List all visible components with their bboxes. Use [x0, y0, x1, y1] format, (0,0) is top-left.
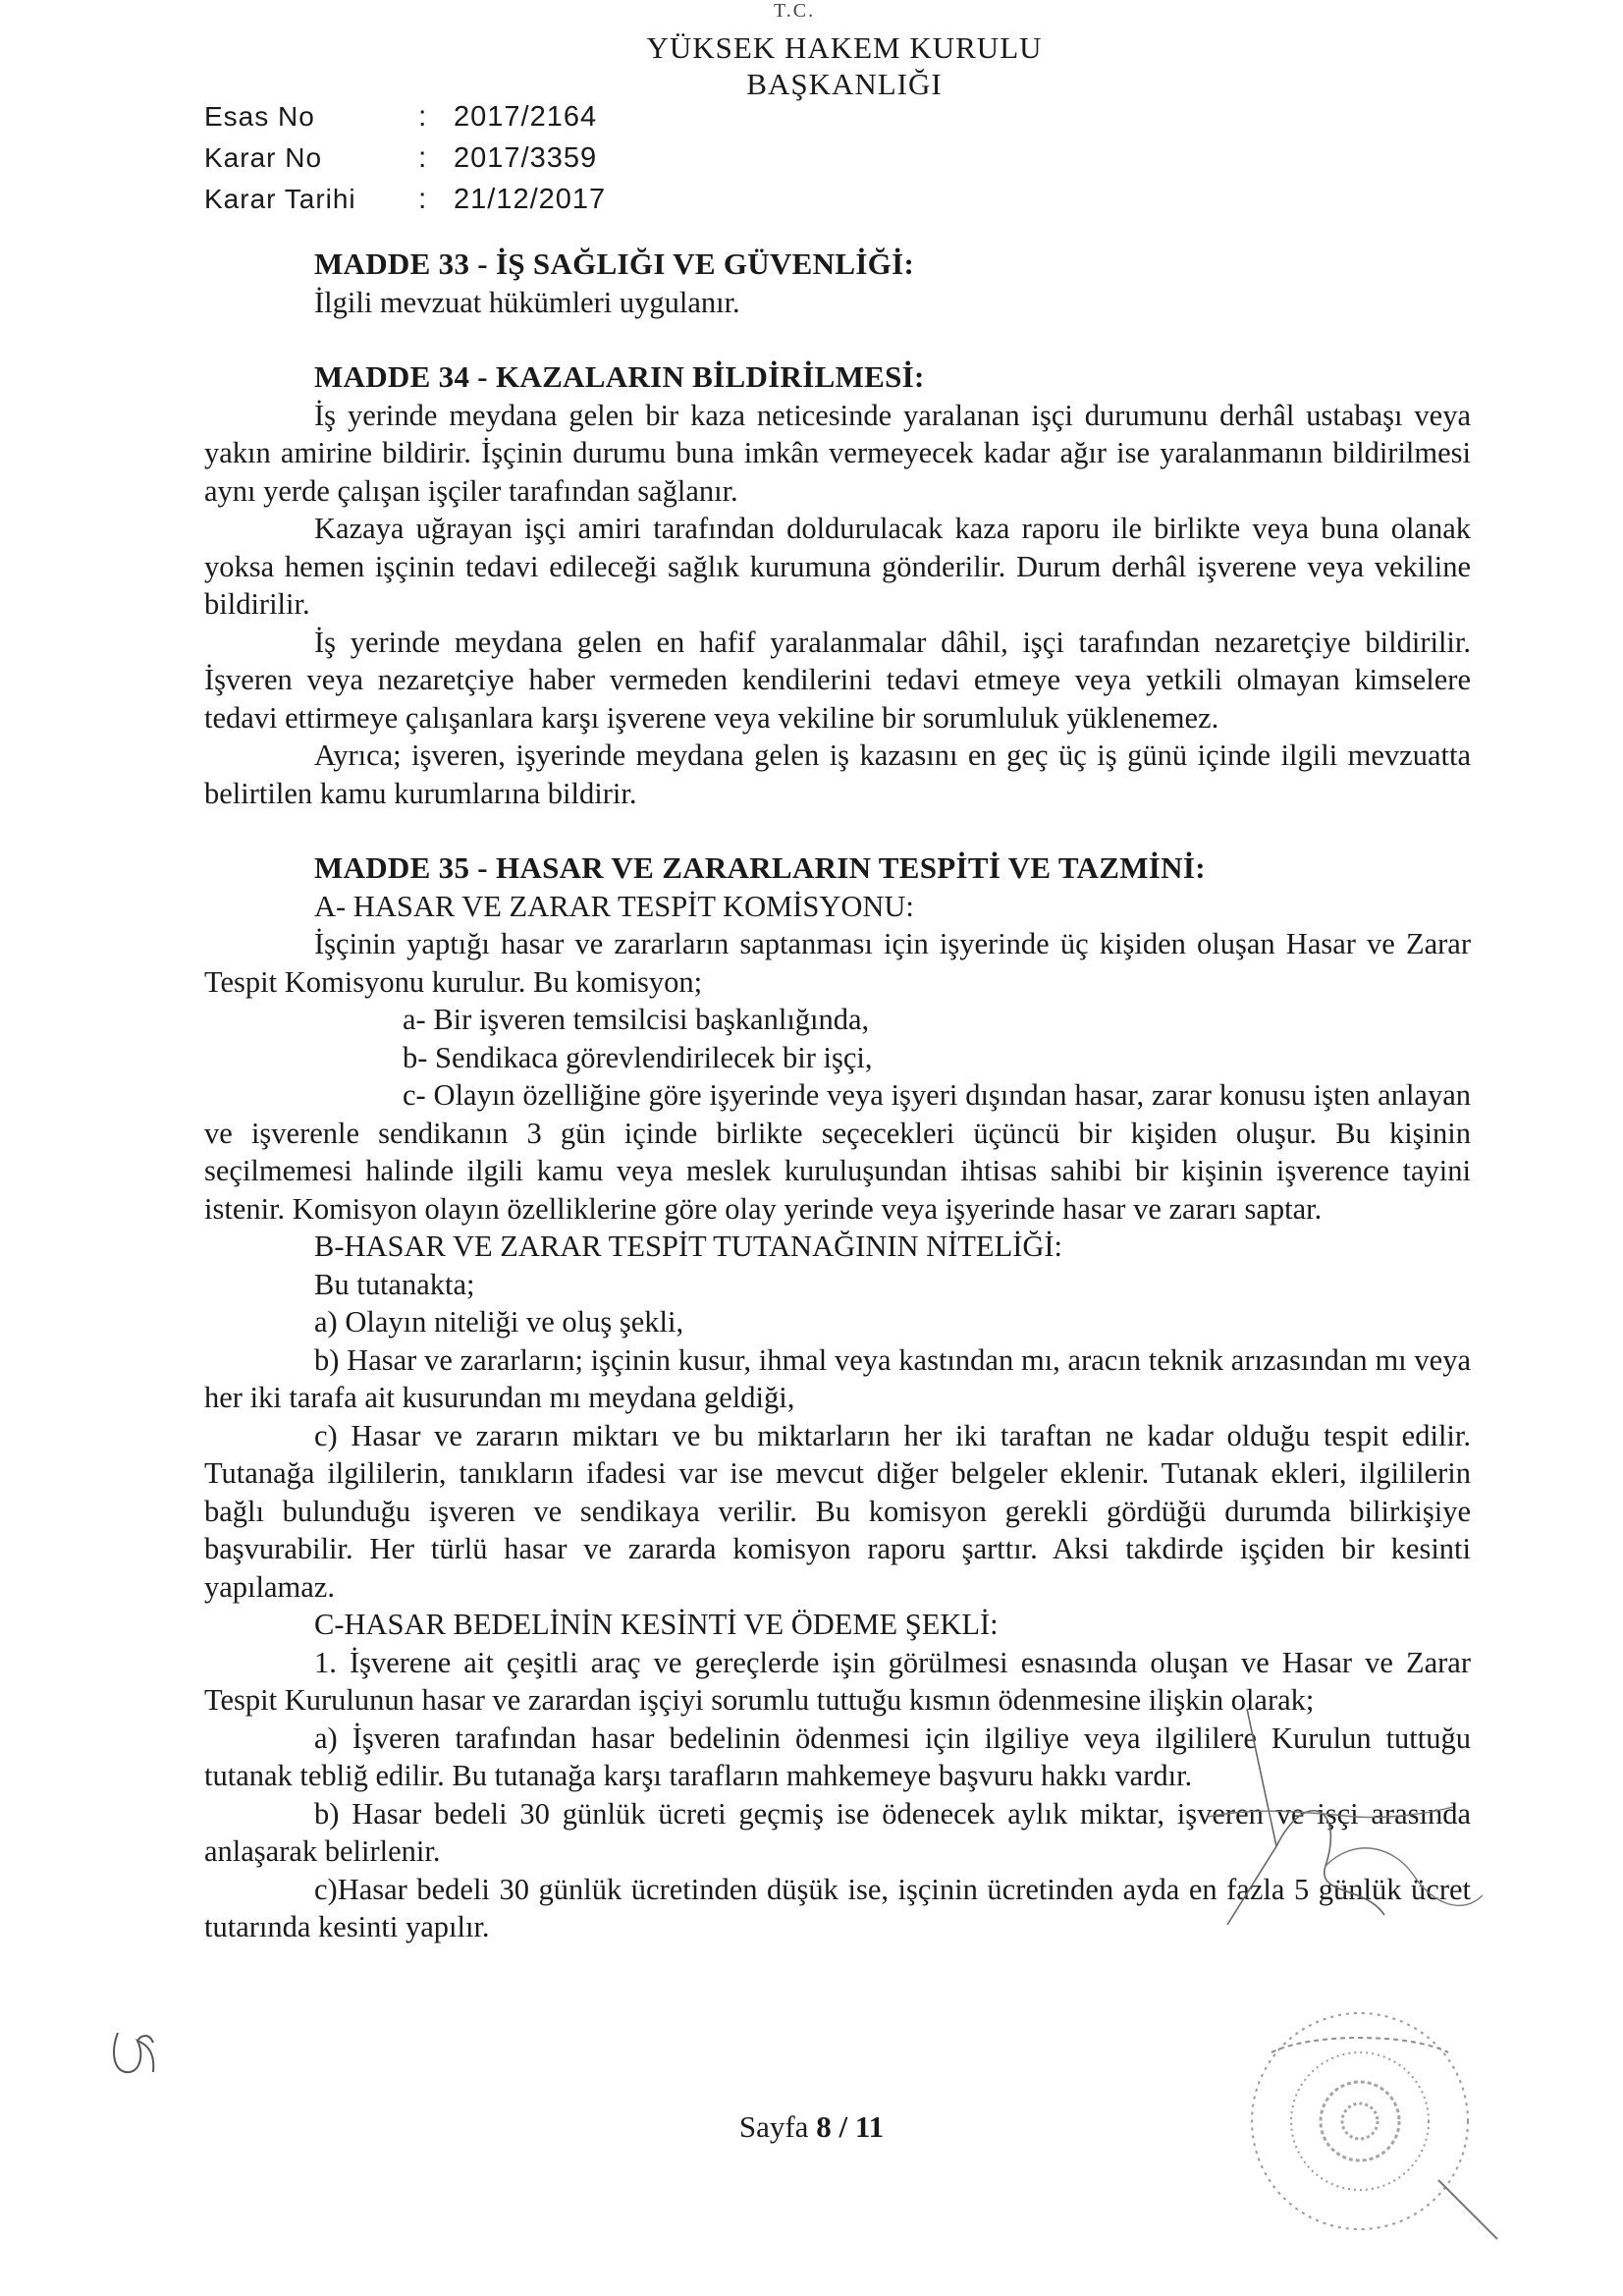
handwritten-signature-mark: [1188, 1689, 1502, 1984]
section-c-title: C-HASAR BEDELİNİN KESİNTİ VE ÖDEME ŞEKLİ:: [314, 1608, 999, 1641]
section-b-item: b) Hasar ve zararların; işçinin kusur, ihmal veya kastından mı, aracın teknik arızasından mı veya her iki tarafa ait kusurundan mı meydana geldiği,: [204, 1342, 1471, 1414]
meta-value: 21/12/2017: [454, 184, 607, 215]
section-b-item: a) Olayın niteliği ve oluş şekli,: [314, 1305, 684, 1339]
meta-label: Karar Tarihi: [204, 184, 356, 214]
page-number-total: 11: [854, 2109, 885, 2144]
meta-row-esas: [204, 96, 606, 137]
madde33-heading: MADDE 33 - İŞ SAĞLIĞI VE GÜVENLİĞİ:: [314, 246, 915, 281]
meta-value: 2017/2164: [454, 101, 598, 133]
page-number-current: 8: [816, 2109, 832, 2144]
meta-row-tarih: [204, 179, 606, 220]
meta-label: Karar No: [204, 142, 323, 173]
section-a-paragraph: İşçinin yaptığı hasar ve zararların saptanması için işyerinde üç kişiden oluşan Hasar ve Zarar Tespit Komisyonu kurulur. Bu komisyon;: [204, 927, 1471, 999]
section-b-title: B-HASAR VE ZARAR TESPİT TUTANAĞININ NİTELİĞİ:: [314, 1230, 1063, 1263]
section-c-paragraph: 1. İşverene ait çeşitli araç ve gereçlerde işin görülmesi esnasında oluşan ve Hasar ve Zarar Tespit Kurulunun hasar ve zarardan işçiyi sorumlu tuttuğu kısmın ödenmesine ilişkin olarak;: [204, 1645, 1471, 1717]
org-name-line2: BAŞKANLIĞI: [746, 67, 943, 101]
header-organization: [638, 29, 1051, 102]
page-number-prefix: Sayfa: [738, 2109, 817, 2144]
meta-colon: :: [418, 100, 427, 133]
madde34-paragraph: İş yerinde meydana gelen en hafif yaralanmalar dâhil, işçi tarafından nezaretçiye bildirilir. İşveren veya nezaretçiye haber vermeden kendilerini tedavi etmeye veya yetkili olmayan kimselere tedavi ettirmeye çalışanlara karşı işverene veya vekiline bir sorumluluk yüklenemez.: [204, 625, 1471, 735]
page-number-separator: /: [831, 2109, 855, 2144]
handwritten-initials-mark: [108, 2023, 187, 2082]
header-top-fragment: T.C.: [774, 0, 816, 22]
case-metadata: [204, 96, 606, 220]
section-c-item: a) İşveren tarafından hasar bedelinin ödenmesi için ilgiliye veya ilgililere Kurulun tuttuğu tutanak tebliğ edilir. Bu tutanağa karşı tarafların mahkemeye başvuru hakkı vardır.: [204, 1721, 1471, 1792]
section-a-title: A- HASAR VE ZARAR TESPİT KOMİSYONU:: [314, 889, 914, 923]
section-c-item: b) Hasar bedeli 30 günlük ücreti geçmiş ise ödenecek aylık miktar, işveren ve işçi arasında anlaşarak belirlenir.: [204, 1796, 1471, 1868]
meta-colon: :: [418, 183, 427, 215]
section-a-item: b- Sendikaca görevlendirilecek bir işçi,: [403, 1040, 873, 1074]
org-name-line1: YÜKSEK HAKEM KURULU: [646, 30, 1043, 65]
page-number: [0, 2109, 1623, 2145]
meta-row-karar: [204, 137, 606, 179]
section-a-item: a- Bir işveren temsilcisi başkanlığında,: [403, 1003, 870, 1036]
madde33-text: İlgili mevzuat hükümleri uygulanır.: [314, 285, 740, 319]
madde34-heading: MADDE 34 - KAZALARIN BİLDİRİLMESİ:: [314, 359, 925, 394]
madde34-paragraph: İş yerinde meydana gelen bir kaza neticesinde yaralanan işçi durumunu derhâl ustabaşı veya yakın amirine bildirir. İşçinin durumu buna imkân vermeyecek kadar ağır ise yaralanmanın bildirilmesi aynı yerde çalışan işçiler tarafından sağlanır.: [204, 398, 1471, 508]
section-b-intro: Bu tutanakta;: [314, 1267, 475, 1301]
section-a-item: c- Olayın özelliğine göre işyerinde veya işyeri dışından hasar, zarar konusu işten anlayan ve işverenle sendikanın 3 gün içinde birlikte seçecekleri üçüncü bir kişiden oluşur. Bu kişinin seçilmemesi halinde ilgili kamu veya meslek kuruluşundan ihtisas sahibi bir kişinin işverence tayini istenir. Komisyon olayın özelliklerine göre olay yerinde veya işyerinde hasar ve zararı saptar.: [204, 1078, 1471, 1226]
meta-colon: :: [418, 141, 427, 174]
meta-value: 2017/3359: [454, 142, 598, 174]
madde35-heading: MADDE 35 - HASAR VE ZARARLARIN TESPİTİ VE TAZMİNİ:: [314, 850, 1206, 885]
madde34-paragraph: Kazaya uğrayan işçi amiri tarafından doldurulacak kaza raporu ile birlikte veya buna olanak yoksa hemen işçinin tedavi edileceği sağlık kurumuna gönderilir. Durum derhâl işverene veya vekiline bildirilir.: [204, 512, 1471, 621]
section-c-item: c)Hasar bedeli 30 günlük ücretinden düşük ise, işçinin ücretinden ayda en fazla 5 günlük ücret tutarında kesinti yapılır.: [204, 1872, 1471, 1943]
meta-label: Esas No: [204, 101, 315, 132]
madde34-paragraph: Ayrıca; işveren, işyerinde meydana gelen iş kazasını en geç üç iş günü içinde ilgili mevzuatta belirtilen kamu kurumlarına bildirir.: [204, 738, 1471, 810]
section-b-item: c) Hasar ve zararın miktarı ve bu miktarların her iki taraftan ne kadar olduğu tespit edilir. Tutanağa ilgililerin, tanıkların ifadesi var ise mevcut diğer belgeler eklenir. Tutanak ekleri, ilgililerin bağlı bulunduğu işveren ve sendikaya verilir. Bu komisyon gerekli gördüğü durumda bilirkişiye başvurabilir. Her türlü hasar ve zararda komisyon raporu şarttır. Aksi takdirde işçiden bir kesinti yapılamaz.: [204, 1418, 1471, 1604]
